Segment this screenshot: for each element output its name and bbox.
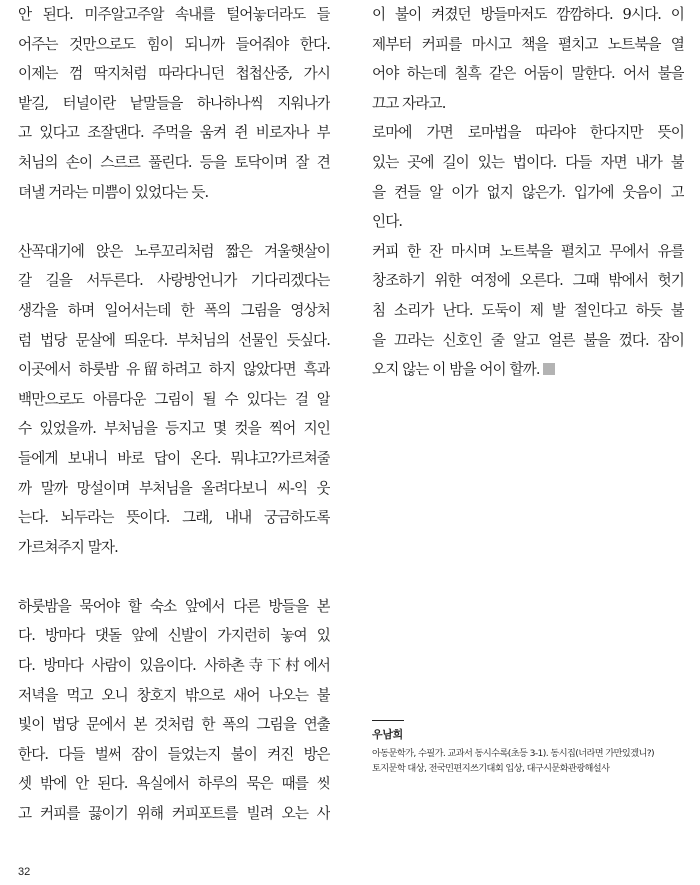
text-line: 는다. 뇌두라는 뜻이다. 그래, 내내 궁금하도록 bbox=[18, 509, 330, 527]
page-number: 32 bbox=[18, 866, 31, 878]
text-line: 이곳에서 하룻밤 유留하려고 하지 않았다면 흑과 bbox=[18, 361, 330, 379]
text-line: 끄고 자라고. bbox=[372, 94, 446, 112]
paragraph-4 bbox=[372, 0, 684, 237]
text-line: 백만으로도 아름다운 그림이 될 수 있다는 걸 알 bbox=[18, 390, 330, 408]
text-line: 있는 곳에 길이 있는 법이다. 다들 자면 내가 불 bbox=[372, 153, 684, 171]
text-line: 처님의 손이 스르르 풀린다. 등을 토닥이며 잘 견 bbox=[18, 153, 330, 171]
text-line: 을 켠들 알 이가 없지 않은가. 입가에 웃음이 고 bbox=[372, 183, 684, 201]
closing-text: 오지 않는 이 밤을 어이 할까. bbox=[372, 361, 540, 379]
text-line: 인다. bbox=[372, 213, 403, 231]
text-line: 까 말까 망설이며 부처님을 올려다보니 씨-익 웃 bbox=[18, 479, 330, 497]
text-line: 안 된다. 미주알고주알 속내를 털어놓더라도 들 bbox=[18, 6, 330, 23]
author-name: 우남희 bbox=[372, 728, 403, 741]
text-line: 셋 밖에 안 된다. 욕실에서 하루의 묵은 때를 씻 bbox=[18, 775, 330, 793]
text-line: 이 불이 켜졌던 방들마저도 깜깜하다. 9시다. 이 bbox=[372, 6, 684, 23]
text-line: 어주는 것만으로도 힘이 되니까 들어줘야 한다. bbox=[18, 35, 330, 53]
text-line: 저녁을 먹고 오니 창호지 밖으로 새어 나오는 불 bbox=[18, 686, 330, 704]
text-line: 하룻밤을 묵어야 할 숙소 앞에서 다른 방들을 본 bbox=[18, 597, 330, 615]
text-line: 산꼭대기에 앉은 노루꼬리처럼 짧은 겨울햇살이 bbox=[18, 242, 330, 260]
text-line: 뎌낼 거라는 미쁨이 있었다는 듯. bbox=[18, 183, 209, 201]
text-line: 고 있다고 조잘댄다. 주먹을 움켜 쥔 비로자나 부 bbox=[18, 124, 330, 142]
text-line: 어야 하는데 칠흑 같은 어둠이 말한다. 어서 불을 bbox=[372, 65, 684, 83]
text-line: 로마에 가면 로마법을 따라야 한다지만 뜻이 bbox=[372, 124, 684, 142]
paragraph-3 bbox=[18, 592, 330, 829]
text-line: 럼 법당 문살에 띄운다. 부처님의 선물인 듯싶다. bbox=[18, 331, 330, 349]
end-of-article-mark bbox=[543, 363, 555, 375]
text-line: 수 있었을까. 부처님을 등지고 몇 컷을 찍어 지인 bbox=[18, 420, 330, 438]
text-line: 을 끄라는 신호인 줄 알고 얼른 불을 껐다. 잠이 bbox=[372, 331, 684, 349]
text-line: 들에게 보내니 바로 답이 온다. 뭐냐고?가르쳐줄 bbox=[18, 449, 330, 467]
text-line: 침 소리가 난다. 도둑이 제 발 절인다고 하듯 불 bbox=[372, 301, 684, 319]
paragraph-gap bbox=[18, 562, 330, 592]
text-line: 이제는 껌 딱지처럼 따라다니던 첩첩산중, 가시 bbox=[18, 65, 330, 83]
author-bio-line: 아동문학가, 수필가. 교과서 동시수록(초등 3-1). 동시집(너라면 가만있겠니?) bbox=[372, 748, 655, 759]
text-line: 생각을 하며 일어서는데 한 폭의 그림을 영상처 bbox=[18, 301, 330, 319]
text-line: 다. 방마다 사람이 있음이다. 사하촌寺下村에서 bbox=[18, 657, 330, 675]
text-line: 고 커피를 끓이기 위해 커피포트를 빌려 오는 사 bbox=[18, 805, 330, 823]
paragraph-5 bbox=[372, 237, 684, 385]
paragraph-2 bbox=[18, 237, 330, 563]
text-line: 다. 방마다 댓돌 앞에 신발이 가지런히 놓여 있 bbox=[18, 627, 330, 645]
paragraph-gap bbox=[18, 207, 330, 237]
text-line: 밭길, 터널이란 낱말들을 하나하나씩 지워나가 bbox=[18, 94, 330, 112]
text-line: 창조하기 위한 여정에 오른다. 그때 밖에서 헛기 bbox=[372, 272, 684, 290]
text-line: 가르쳐주지 말자. bbox=[18, 538, 118, 556]
paragraph-1 bbox=[18, 0, 330, 207]
right-column bbox=[372, 0, 684, 385]
text-line: 한다. 다들 벌써 잠이 들었는지 불이 켜진 방은 bbox=[18, 745, 330, 763]
text-line-last bbox=[372, 355, 684, 385]
author-bio-line: 토지문학 대상, 전국민편지쓰기대회 입상, 대구시문화관광해설사 bbox=[372, 763, 610, 774]
author-rule bbox=[372, 720, 404, 721]
left-column bbox=[18, 0, 330, 829]
text-line: 갈 길을 서두른다. 사랑방언니가 기다리겠다는 bbox=[18, 272, 330, 290]
text-line: 제부터 커피를 마시고 책을 펼치고 노트북을 열 bbox=[372, 35, 684, 53]
text-line: 커피 한 잔 마시며 노트북을 펼치고 무에서 유를 bbox=[372, 242, 684, 260]
text-line: 빛이 법당 문에서 본 것처럼 한 폭의 그림을 연출 bbox=[18, 716, 330, 734]
author-info bbox=[372, 720, 692, 776]
